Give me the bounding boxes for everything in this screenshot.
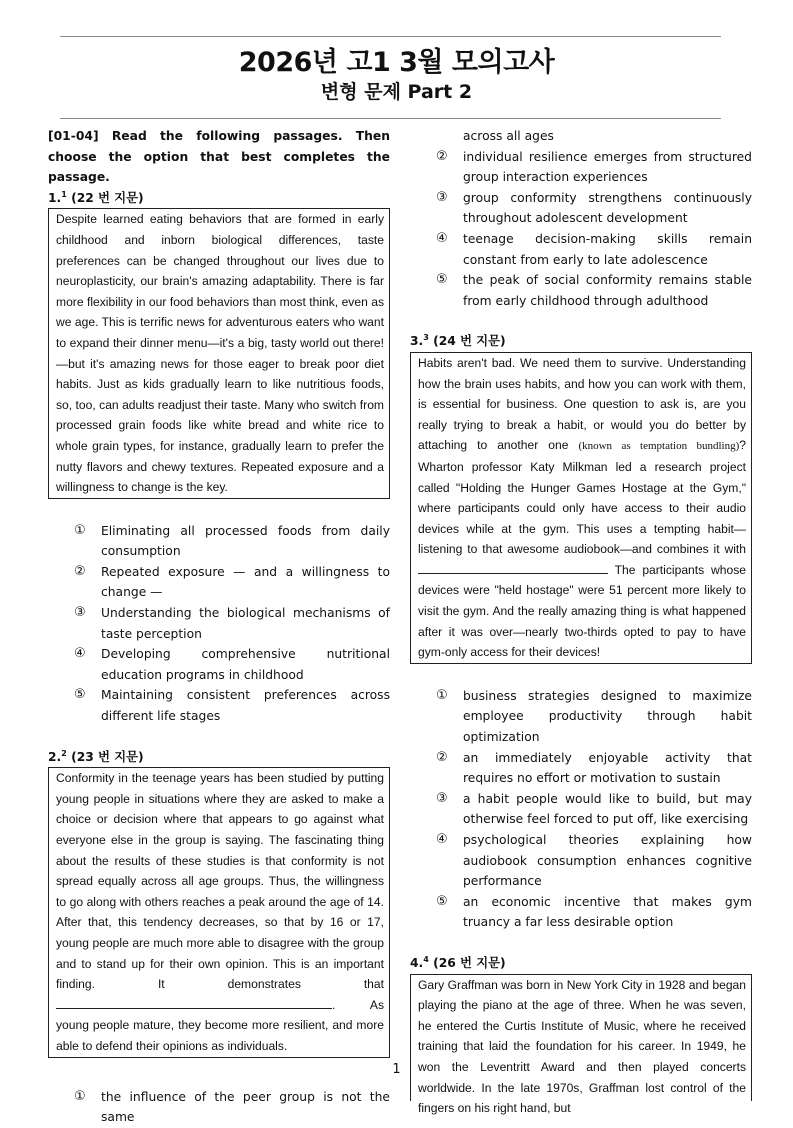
question-2-footnote: 2: [61, 748, 67, 758]
option-1[interactable]: ① business strategies designed to maximize employee productivity through habit optimization: [436, 687, 752, 745]
question-2-label: (23 번 지문): [71, 749, 144, 764]
left-column: [48, 126, 390, 1128]
question-4-number: 4.: [410, 955, 424, 970]
right-column: [410, 126, 752, 1116]
question-2-number: 2.: [48, 749, 62, 764]
option-5[interactable]: ⑤ an economic incentive that makes gym truancy a far less desirable option: [436, 893, 752, 930]
option-5[interactable]: ⑤ the peak of social conformity remains stable from early childhood through adulthood: [436, 272, 752, 308]
option-3[interactable]: ③ Understanding the biological mechanisms of taste perception: [74, 605, 390, 641]
page-title: 2026년 고1 3월 모의고사: [238, 47, 555, 78]
option-4[interactable]: ④ Developing comprehensive nutritional education programs in childhood: [74, 646, 390, 682]
question-4-heading: [410, 953, 752, 974]
question-3-options: [410, 686, 752, 933]
option-4[interactable]: ④ psychological theories explaining how audiobook consumption enhances cognitive performance: [436, 832, 752, 889]
page-subtitle: 변형 문제 Part 2: [320, 81, 473, 103]
instructions: [01-04] Read the following passages. Then choose the option that best completes the passage.: [48, 129, 390, 185]
question-1-footnote: 1: [61, 189, 67, 199]
question-3-heading: [410, 331, 752, 352]
option-2[interactable]: ② Repeated exposure — and a willingness to change —: [74, 563, 390, 600]
question-2-options-continued: [410, 126, 752, 311]
question-4-footnote: 4: [423, 954, 429, 964]
question-1-heading: [48, 188, 390, 209]
option-4[interactable]: ④ teenage decision-making skills remain constant from early to late adolescence: [436, 230, 752, 267]
question-4-label: (26 번 지문): [433, 955, 506, 970]
option-5[interactable]: ⑤ Maintaining consistent preferences across different life stages: [74, 687, 390, 724]
question-1-passage: Despite learned eating behaviors that are formed in early childhood and inborn biological differences, taste preferences can be changed throughout our lives due to neuroplasticity, our brain's amazing adaptability. There is far more flexibility in our food behaviors than most think, even as we age. This is terrific news for adventurous eaters who want to expand their dinner menu—it's a big, tasty world out there!—but it's amazing news for those eager to break poor diet habits. Just as kids gradually learn to like nutritious foods, so, too, can adults readjust their taste. Many who switch from processed grain foods like white bread and white rice to whole grain types, for instance, gradually learn to prefer the nutty flavors and chewy textures. Repeated exposure and a willingness to change is the key.: [48, 208, 390, 498]
question-3-number: 3.: [410, 334, 424, 349]
page-number: 1: [392, 1062, 401, 1077]
question-2-options-start: [48, 1087, 390, 1128]
question-3-label: (24 번 지문): [433, 334, 506, 349]
question-1-options: [48, 521, 390, 727]
option-2[interactable]: ② individual resilience emerges from structured group interaction experiences: [436, 148, 752, 185]
option-1[interactable]: ① the influence of the peer group is not the same: [74, 1088, 390, 1125]
question-1-label: (22 번 지문): [71, 190, 144, 205]
option-1-continued: across all ages: [463, 129, 554, 143]
header-rule: [60, 118, 721, 119]
question-3-footnote: 3: [423, 333, 429, 343]
question-2-heading: [48, 747, 390, 768]
question-4-passage: Gary Graffman was born in New York City in 1928 and began playing the piano at the age of three. When he was seven, he entered the Curtis Institute of Music, where he received training that laid the foundation for his career. In 1949, he won the Leventritt Award and then played concerts worldwide. In the late 1970s, Graffman lost control of the fingers on his right hand, but: [410, 974, 752, 1101]
question-2-passage: Conformity in the teenage years has been studied by putting young people in situations where they are asked to make a choice or decision where that appears to go against what everyone else in the group is saying. The fascinating thing about the results of these studies is that conformity is not spread equally across all age groups. Thus, the willingness to go along with others reaches a peak around the age of 14. After that, this tendency decreases, so that by 16 or 17, young people are much more able to disagree with the group and to stand up for their own opinion. This is an important finding. It demonstrates that . As young people mature, they become more resilient, and more able to defend their opinions as individuals.: [48, 767, 390, 1057]
answer-blank: [56, 996, 332, 1009]
option-1[interactable]: ① Eliminating all processed foods from daily consumption: [74, 522, 390, 559]
option-2[interactable]: ② an immediately enjoyable activity that requires no effort or motivation to sustain: [436, 749, 752, 786]
question-1-number: 1.: [48, 190, 62, 205]
top-rule: [60, 36, 721, 37]
option-3[interactable]: ③ a habit people would like to build, but may otherwise feel forced to put off, like exercising: [436, 790, 752, 827]
option-3[interactable]: ③ group conformity strengthens continuously throughout adolescent development: [436, 189, 752, 226]
question-3-passage: Habits aren't bad. We need them to survive. Understanding how the brain uses habits, and how you can work with them, is essential for business. One question to ask is, are you really trying to break a habit, or would you do better by attaching to another one (known as temptation bundling)? Wharton professor Katy Milkman led a research project called "Holding the Hunger Games Hostage at the Gym," where participants could only have access to their audio devices while at the gym. This uses a tempting habit—listening to that awesome audiobook—and combines it with The participants whose devices were "held hostage" were 51 percent more likely to visit the gym. And the really amazing thing is what happened after it was over—nearly two-thirds opted to pay to have gym-only access for their devices!: [410, 352, 752, 664]
answer-blank: [418, 561, 608, 574]
